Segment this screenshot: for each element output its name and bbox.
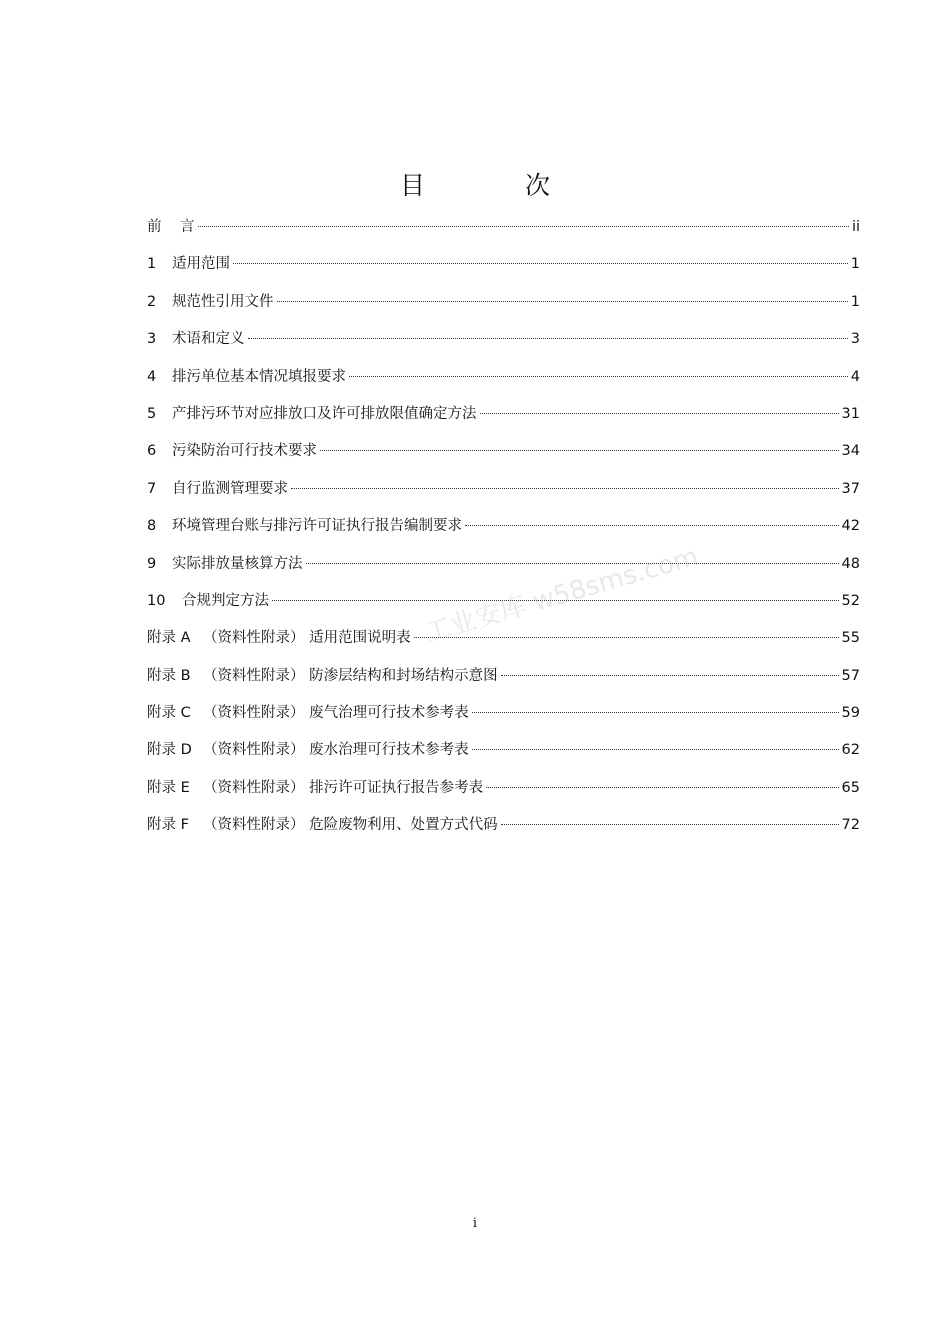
toc-entry-number: 附录 B [147,667,191,684]
toc-leader-dots [465,525,839,526]
toc-entry-number: 3 [147,331,157,348]
toc-entry-page: 4 [850,368,860,385]
page-title: 目 次 [400,171,596,200]
toc-entry-9[interactable] [147,551,860,588]
toc-entry-appendix-a[interactable] [147,625,860,662]
toc-entry-title: 合规判定方法 [182,592,269,609]
toc-entry-title: 产排污环节对应排放口及许可排放限值确定方法 [172,405,477,422]
toc-entry-title: 环境管理台账与排污许可证执行报告编制要求 [172,518,462,535]
toc-entry-5[interactable] [147,401,860,438]
toc-leader-dots [306,563,839,564]
table-of-contents [147,214,860,850]
toc-entry-page: 42 [841,518,860,535]
toc-entry-title: （资料性附录） 废水治理可行技术参考表 [203,742,469,759]
toc-leader-dots [501,675,839,676]
toc-entry-number: 10 [147,592,166,609]
page-number: i [472,1216,478,1231]
toc-entry-2[interactable] [147,289,860,326]
toc-entry-page: 34 [841,443,860,460]
toc-entry-title: 适用范围 [172,256,230,273]
toc-leader-dots [291,488,839,489]
toc-entry-6[interactable] [147,438,860,475]
toc-entry-page: 72 [841,817,860,834]
toc-entry-page: 37 [841,480,860,497]
toc-entry-page: 52 [841,592,860,609]
toc-entry-10[interactable] [147,588,860,625]
toc-entry-number: 前 [147,219,162,235]
toc-entry-page: 57 [841,667,860,684]
toc-leader-dots [486,787,838,788]
toc-leader-dots [349,376,848,377]
toc-leader-dots [272,600,839,601]
toc-entry-title: 规范性引用文件 [172,293,274,310]
toc-entry-appendix-e[interactable] [147,775,860,812]
toc-leader-dots [277,301,848,302]
toc-entry-page: 31 [841,405,860,422]
toc-leader-dots [198,226,849,227]
toc-leader-dots [320,450,839,451]
toc-entry-appendix-f[interactable] [147,812,860,849]
toc-entry-title: （资料性附录） 危险废物利用、处置方式代码 [203,817,498,834]
toc-entry-8[interactable] [147,513,860,550]
toc-entry-number: 附录 F [147,817,189,834]
toc-leader-dots [472,749,839,750]
toc-entry-4[interactable] [147,364,860,401]
toc-entry-page: 3 [850,331,860,348]
toc-entry-number: 8 [147,518,157,535]
toc-entry-page: 62 [841,742,860,759]
toc-entry-number: 6 [147,443,157,460]
toc-leader-dots [248,338,848,339]
toc-entry-title: 言 [180,219,195,235]
toc-entry-title: （资料性附录） 废气治理可行技术参考表 [203,705,469,722]
toc-entry-7[interactable] [147,476,860,513]
toc-entry-number: 9 [147,555,157,572]
toc-entry-number: 附录 E [147,779,190,796]
toc-entry-page: 1 [850,256,860,273]
toc-entry-title: 术语和定义 [172,331,245,348]
toc-entry-page: 59 [841,705,860,722]
toc-entry-title: 排污单位基本情况填报要求 [172,368,346,385]
toc-entry-page: 1 [850,293,860,310]
toc-entry-1[interactable] [147,251,860,288]
toc-leader-dots [480,413,839,414]
toc-entry-title: 污染防治可行技术要求 [172,443,317,460]
toc-entry-title: 自行监测管理要求 [172,480,288,497]
toc-entry-number: 1 [147,256,157,273]
toc-leader-dots [472,712,839,713]
toc-entry-title: 实际排放量核算方法 [172,555,303,572]
toc-entry-number: 2 [147,293,157,310]
toc-entry-number: 5 [147,405,157,422]
toc-entry-title: （资料性附录） 排污许可证执行报告参考表 [203,779,484,796]
watermark: 工业安库 w58sms.com [421,541,702,649]
toc-leader-dots [414,637,839,638]
toc-entry-number: 附录 C [147,705,191,722]
toc-entry-appendix-b[interactable] [147,663,860,700]
toc-entry-page: 55 [841,630,860,647]
toc-entry-number: 4 [147,368,157,385]
toc-entry-page: 48 [841,555,860,572]
toc-entry-3[interactable] [147,326,860,363]
toc-entry-number: 附录 D [147,742,192,759]
toc-entry-number: 7 [147,480,157,497]
toc-entry-page: 65 [841,779,860,796]
toc-entry-page: ii [851,219,860,235]
toc-entry-preface[interactable] [147,214,860,251]
toc-entry-title: （资料性附录） 防渗层结构和封场结构示意图 [203,667,498,684]
toc-entry-appendix-d[interactable] [147,737,860,774]
toc-leader-dots [233,263,848,264]
toc-leader-dots [501,824,839,825]
toc-entry-title: （资料性附录） 适用范围说明表 [203,630,411,647]
toc-entry-appendix-c[interactable] [147,700,860,737]
toc-entry-number: 附录 A [147,630,191,647]
